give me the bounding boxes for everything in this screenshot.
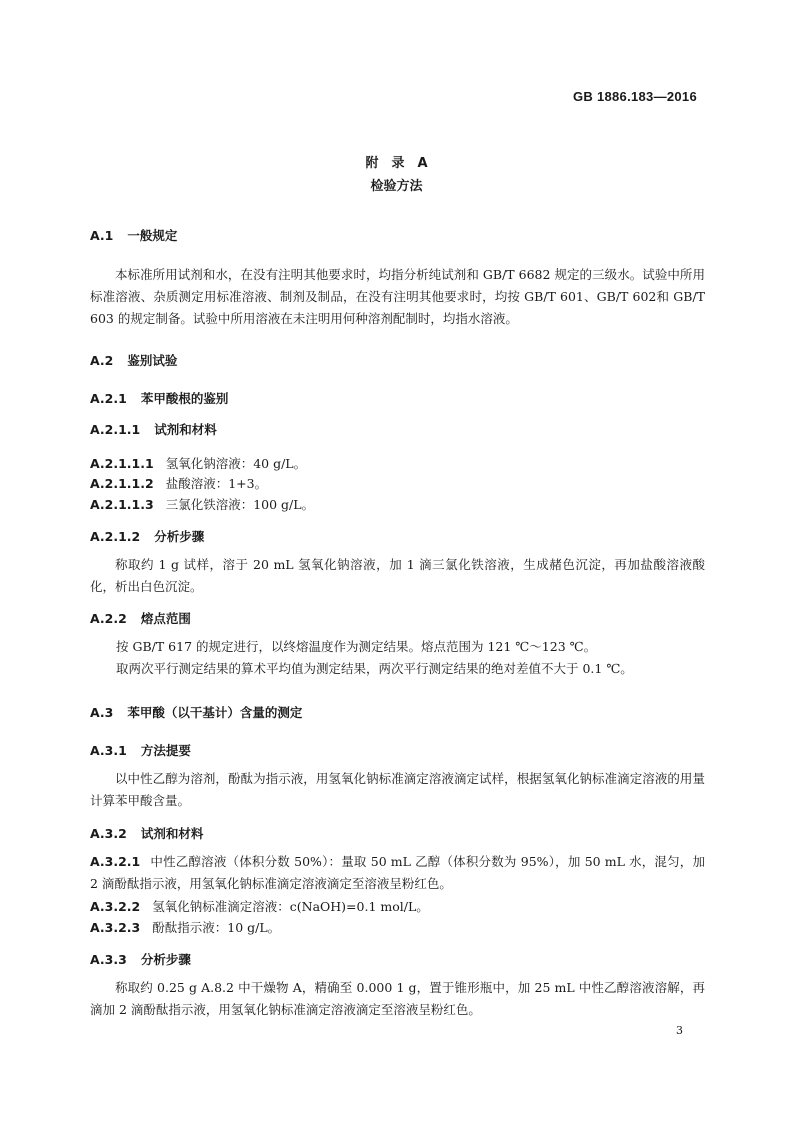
section-number: A.1 <box>90 228 114 243</box>
section-heading-a22 <box>90 609 191 627</box>
section-number: A.2.1.2 <box>90 529 141 544</box>
section-title: 方法提要 <box>140 743 191 758</box>
section-heading-a33 <box>90 950 191 968</box>
list-item-a323 <box>90 918 280 936</box>
list-item-a2113 <box>90 495 314 513</box>
standard-number: GB 1886.183—2016 <box>572 89 697 104</box>
item-text: 酚酞指示液：10 g/L。 <box>152 920 281 935</box>
appendix-label: 附 录 A <box>365 156 428 171</box>
section-heading-a1 <box>90 226 177 244</box>
section-title: 鉴别试验 <box>127 353 178 368</box>
list-item-a322 <box>90 897 429 915</box>
section-heading-a3 <box>90 703 302 721</box>
section-heading-a212 <box>90 527 204 545</box>
section-number: A.3.3 <box>90 952 127 967</box>
section-title: 苯甲酸（以干基计）含量的测定 <box>127 705 303 720</box>
item-number: A.2.1.1.2 <box>90 476 154 491</box>
section-title: 一般规定 <box>127 228 178 243</box>
paragraph-analysis-steps-a212: 称取约 1 g 试样，溶于 20 mL 氢氧化钠溶液，加 1 滴三氯化铁溶液，生成赭色沉淀，再加盐酸溶液酸化，析出白色沉淀。 <box>90 557 705 594</box>
item-text: 氢氧化钠标准滴定溶液：c(NaOH)=0.1 mol/L。 <box>152 899 429 914</box>
section-number: A.2.2 <box>90 611 127 626</box>
section-heading-a32 <box>90 824 203 842</box>
paragraph-general-rules: 本标准所用试剂和水，在没有注明其他要求时，均指分析纯试剂和 GB/T 6682 规定的三级水。试验中所用标准溶液、杂质测定用标准溶液、制剂及制品，在没有注明其他要求时，均按 GB/T 601、GB/T 602和 GB/T 603 的规定制备。试验中所用溶液在未注明用何种溶剂配制时，均指水溶液。 <box>90 267 705 326</box>
paragraph-melting-range-1: 按 GB/T 617 的规定进行，以终熔温度作为测定结果。熔点范围为 121 ℃～123 ℃。 <box>116 639 597 654</box>
section-heading-a31 <box>90 741 191 759</box>
section-title: 试剂和材料 <box>140 826 204 841</box>
item-text: 盐酸溶液：1+3。 <box>165 476 268 491</box>
section-heading-a2 <box>90 351 177 369</box>
section-title: 分析步骤 <box>140 952 191 967</box>
section-title: 苯甲酸根的鉴别 <box>140 391 229 406</box>
section-title: 分析步骤 <box>154 529 205 544</box>
section-heading-a211 <box>90 420 217 438</box>
page-number: 3 <box>676 1024 683 1037</box>
list-item-a2111 <box>90 454 306 472</box>
section-number: A.2 <box>90 353 114 368</box>
paragraph-method-principle: 以中性乙醇为溶剂，酚酞为指示液，用氢氧化钠标准滴定溶液滴定试样，根据氢氧化钠标准滴定溶液的用量计算苯甲酸含量。 <box>90 771 705 808</box>
item-number: A.3.2.1 <box>90 854 141 869</box>
list-item-a2112 <box>90 474 267 492</box>
section-number: A.2.1.1 <box>90 422 141 437</box>
section-heading-a21 <box>90 389 228 407</box>
section-title: 熔点范围 <box>140 611 191 626</box>
paragraph-melting-range-2: 取两次平行测定结果的算术平均值为测定结果，两次平行测定结果的绝对差值不大于 0.1 ℃。 <box>116 661 633 676</box>
item-text: 三氯化铁溶液：100 g/L。 <box>165 497 315 512</box>
item-number: A.3.2.2 <box>90 899 141 914</box>
appendix-title: 检验方法 <box>370 179 423 194</box>
section-number: A.3.2 <box>90 826 127 841</box>
item-text: 中性乙醇溶液（体积分数 50%）：量取 50 mL 乙醇（体积分数为 95%），加 50 mL 水，混匀，加 2 滴酚酞指示液，用氢氧化钠标准滴定溶液滴定至溶液呈粉红色。 <box>90 854 705 891</box>
section-number: A.3 <box>90 705 114 720</box>
item-number: A.2.1.1.3 <box>90 497 154 512</box>
section-number: A.3.1 <box>90 743 127 758</box>
list-item-a321 <box>90 851 705 895</box>
item-text: 氢氧化钠溶液：40 g/L。 <box>165 456 307 471</box>
item-number: A.3.2.3 <box>90 920 141 935</box>
paragraph-analysis-steps-a33: 称取约 0.25 g A.8.2 中干燥物 A，精确至 0.000 1 g，置于锥形瓶中，加 25 mL 中性乙醇溶液溶解，再滴加 2 滴酚酞指示液，用氢氧化钠标准滴定溶液滴定至溶液呈粉红色。 <box>90 980 705 1017</box>
section-number: A.2.1 <box>90 391 127 406</box>
item-number: A.2.1.1.1 <box>90 456 154 471</box>
section-title: 试剂和材料 <box>154 422 217 437</box>
